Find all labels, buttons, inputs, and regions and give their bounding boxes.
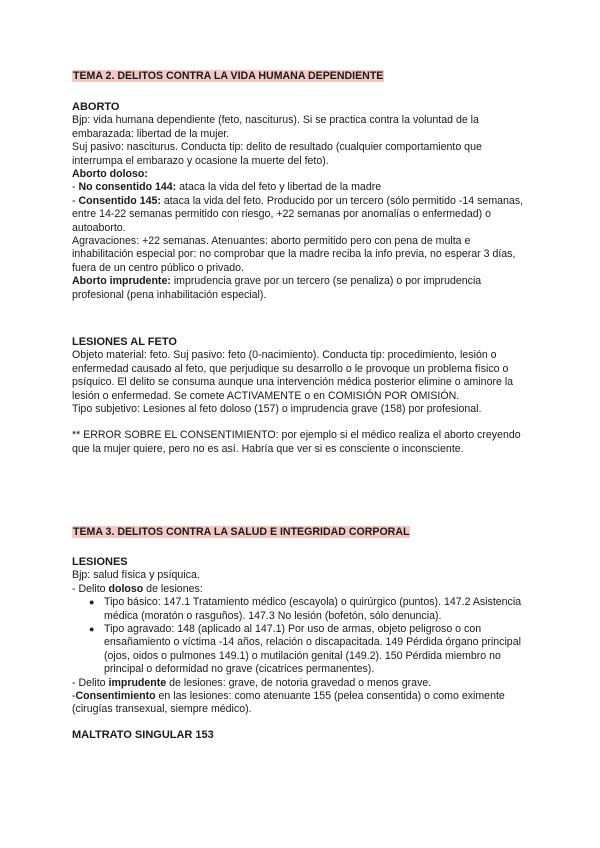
tema2-title: TEMA 2. DELITOS CONTRA LA VIDA HUMANA DEPENDIENTE (73, 70, 384, 82)
list-item: ● Tipo básico: 147.1 Tratamiento médico (escayola) o quirúrgico (puntos). 147.2 Asistencia médica (moratón o rasguños). 147.3 No lesión (bofetón, sólo denuncia). (104, 596, 532, 623)
lesiones-heading: LESIONES (72, 556, 128, 568)
lesiones-feto-section (72, 336, 532, 456)
aborto-doloso-heading: Aborto doloso: (72, 168, 148, 181)
aborto-suj: Suj pasivo: nasciturus. Conducta tip: delito de resultado (cualquier comportamiento que interrumpa el embarazo y ocasione la muerte del feto). (72, 141, 482, 167)
tema3-title-block (72, 526, 532, 539)
lesiones-section (72, 556, 532, 742)
aborto-consentido: - Consentido 145: ataca la vida del feto. Producido por un tercero (sólo permitido -14 semanas, entre 14-22 semanas permitido con riesgo, +22 semanas por anomalías o enfermedad) o autoaborto. (72, 194, 524, 234)
aborto-no-consentido: - No consentido 144: ataca la vida del feto y libertad de la madre (72, 181, 382, 194)
aborto-agravaciones: Agravaciones: +22 semanas. Atenuantes: aborto permitido pero con pena de multa e inhabilitación especial por: no comprobar que la madre reciba la info previa, no esperar 3 días, fuera de un centro público o privado. (72, 235, 516, 274)
lesiones-doloso: - Delito doloso de lesiones: (72, 582, 203, 595)
lesiones-feto-heading: LESIONES AL FETO (72, 336, 177, 348)
aborto-bjp: Bjp: vida humana dependiente (feto, nasciturus). Si se practica contra la voluntad de la embarazada: libertad de la mujer. (72, 114, 479, 140)
tema3-title: TEMA 3. DELITOS CONTRA LA SALUD E INTEGRIDAD CORPORAL (73, 526, 410, 538)
lesiones-feto-objeto: Objeto material: feto. Suj pasivo: feto (0-nacimiento). Conducta tip: procedimiento, lesión o enfermedad causado al feto, que perjudique su desarrollo o le provoque un problema físico o psíquico. El delito se consuma aunque una intervención médica posterior elimine o aminore la lesión o enfermedad. Se comete ACTIVAMENTE o en COMISIÓN POR OMISIÓN. (72, 349, 514, 402)
lesiones-bjp: Bjp: salud física y psíquica. (72, 569, 200, 582)
aborto-heading: ABORTO (72, 101, 120, 113)
lesiones-feto-tipo: Tipo subjetivo: Lesiones al feto doloso (157) o imprudencia grave (158) por profesional. (72, 403, 482, 416)
lesiones-doloso-list (72, 596, 532, 676)
error-consentimiento: ** ERROR SOBRE EL CONSENTIMIENTO: por ejemplo si el médico realiza el aborto creyendo que la mujer quiere, pero no es así. Habría que ver si es consciente o inconsciente. (72, 429, 521, 455)
aborto-section (72, 101, 532, 302)
lesiones-imprudente: - Delito imprudente de lesiones: grave, de notoria gravedad o menos grave. (72, 676, 432, 689)
tema2-title-block (72, 70, 532, 83)
lesiones-consentimiento: -Consentimiento en las lesiones: como atenuante 155 (pelea consentida) o como eximente (cirugías transexual, siempre médico). (72, 690, 505, 716)
aborto-imprudente: Aborto imprudente: imprudencia grave por un tercero (se penaliza) o por imprudencia profesional (pena inhabilitación especial). (72, 275, 482, 301)
list-item: ● Tipo agravado: 148 (aplicado al 147.1) Por uso de armas, objeto peligroso o con ensañamiento o víctima -14 años, relación o discapacitada. 149 Pérdida órgano principal (ojos, oidos o pulmones 149.1) o mutilación genital (149.2). 150 Pérdida miembro no principal o deformidad no grave (cicatrices permanentes). (104, 623, 532, 677)
maltrato-heading: MALTRATO SINGULAR 153 (72, 728, 214, 741)
